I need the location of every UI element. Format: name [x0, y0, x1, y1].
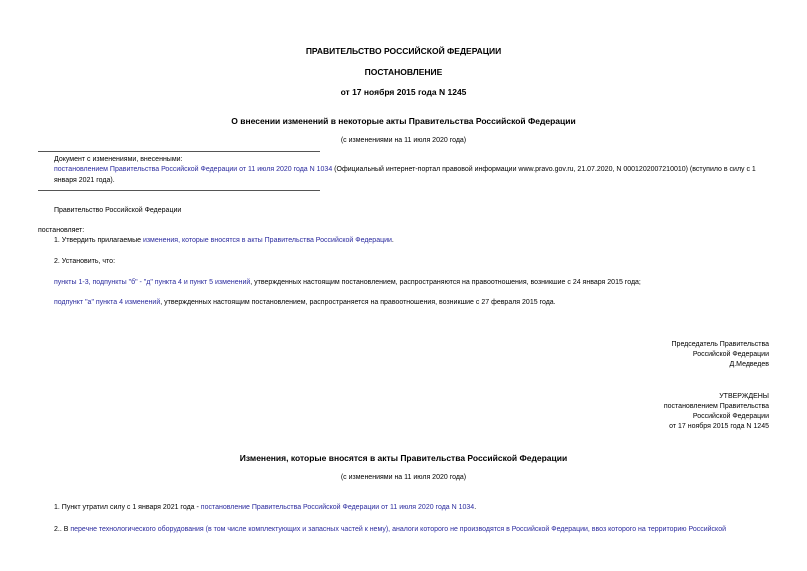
signature-title: Председатель Правительства	[671, 341, 769, 348]
item2-prefix: 2.. В	[54, 526, 71, 533]
changes-link[interactable]: постановлением Правительства Российской Федерации от 11 июля 2020 года N 1034	[54, 166, 333, 173]
annex-title: Изменения, которые вносятся в акты Правительства Российской Федерации	[239, 453, 568, 463]
annex-edition: (с изменениями на 11 июля 2020 года)	[340, 474, 467, 481]
doc-type-heading: ПОСТАНОВЛЕНИЕ	[364, 67, 443, 77]
org-heading: ПРАВИТЕЛЬСТВО РОССИЙСКОЙ ФЕДЕРАЦИИ	[305, 46, 502, 56]
approved-org: Российской Федерации	[692, 413, 769, 420]
gov-line: Правительство Российской Федерации	[54, 207, 182, 214]
p4-link[interactable]: подпункт "а" пункта 4 изменений	[54, 299, 161, 306]
changes-note	[54, 164, 770, 186]
p1-suffix: .	[391, 237, 394, 244]
approved-label: УТВЕРЖДЕНЫ	[719, 393, 769, 400]
item1-link[interactable]: постановление Правительства Российской Федерации от 11 июля 2020 года N 1034	[200, 504, 475, 511]
paragraph-3	[54, 278, 641, 287]
doc-title: О внесении изменений в некоторые акты Правительства Российской Федерации	[231, 116, 576, 126]
annex-item-2	[54, 525, 770, 534]
p4-rest: , утвержденных настоящим постановлением, распространяется на правоотношения, возникшие с 27 февраля 2015 года.	[160, 299, 556, 306]
paragraph-2: 2. Установить, что:	[54, 258, 116, 265]
p3-rest: , утвержденных настоящим постановлением, распространяются на правоотношения, возникшие с 24 января 2015 года;	[250, 279, 641, 286]
changes-rest: (Официальный интернет-портал правовой информации www.pravo.gov.ru, 21.07.2020, N 0001202007210010) (вступило в силу с 1 января 2021 года).	[54, 166, 756, 184]
p1-prefix: 1. Утвердить прилагаемые	[54, 237, 143, 244]
edition-note: (с изменениями на 11 июля 2020 года)	[340, 137, 467, 144]
divider-top	[38, 151, 320, 152]
approved-date: от 17 ноября 2015 года N 1245	[669, 423, 769, 430]
p1-link[interactable]: изменения, которые вносятся в акты Правительства Российской Федерации	[142, 237, 392, 244]
item1-end: .	[474, 504, 477, 511]
divider-bottom	[38, 190, 320, 191]
annex-item-1	[54, 503, 476, 512]
decree-word: постановляет:	[38, 227, 85, 234]
item2-link[interactable]: перечне технологического оборудования (в том числе комплектующих и запасных частей к нему), аналоги которого не производятся в Российской Федерации, ввоз которого на территорию Российской	[70, 526, 727, 533]
signature-name: Д.Медведев	[729, 361, 769, 368]
paragraph-4	[54, 298, 556, 307]
changes-intro: Документ с изменениями, внесенными:	[54, 156, 183, 163]
p3-link[interactable]: пункты 1-3, подпункты "б" - "д" пункта 4 и пункт 5 изменений	[54, 279, 251, 286]
approved-by: постановлением Правительства	[663, 403, 769, 410]
paragraph-1	[54, 236, 394, 245]
item1-text: 1. Пункт утратил силу с 1 января 2021 года -	[54, 504, 201, 511]
doc-date-number: от 17 ноября 2015 года N 1245	[340, 87, 467, 97]
signature-org: Российской Федерации	[692, 351, 769, 358]
